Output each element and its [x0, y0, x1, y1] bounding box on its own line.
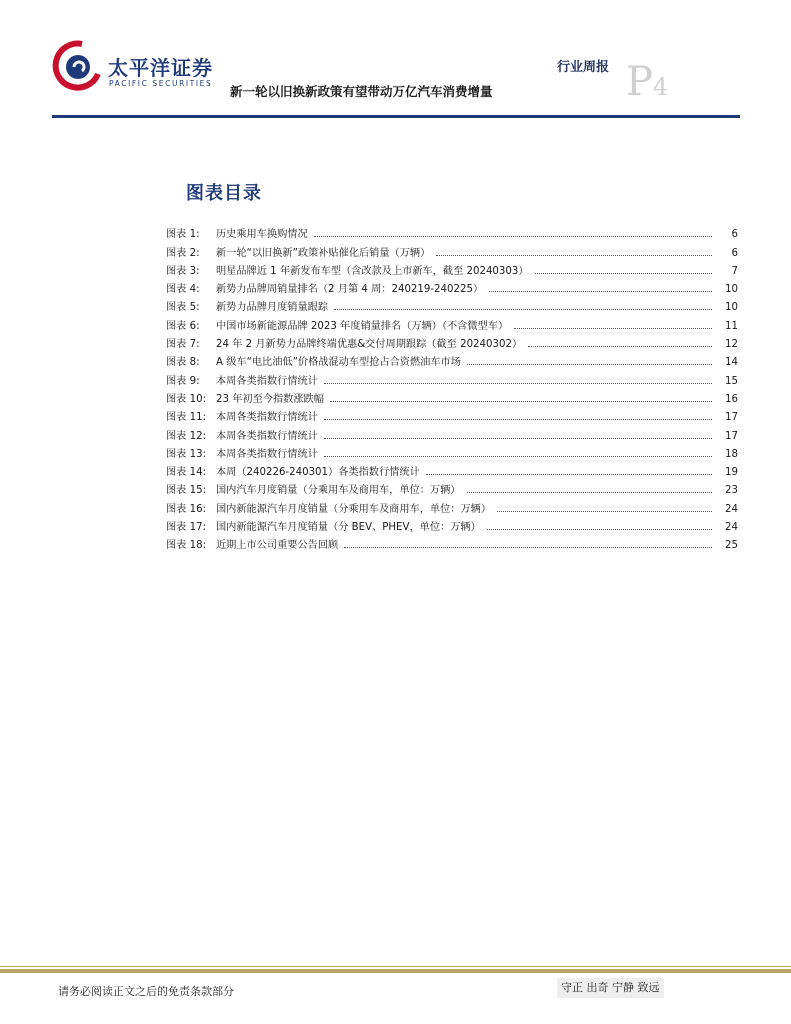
toc-entry[interactable]	[166, 405, 738, 423]
toc-entry[interactable]	[166, 350, 738, 368]
toc-entry-page: 14	[725, 357, 738, 369]
toc-dot-leader	[487, 529, 712, 530]
toc-entry-title: 明星品牌近 1 年新发布车型（含改款及上市新车，截至 20240303）	[216, 265, 529, 277]
toc-entry-label: 图表 1:	[166, 229, 200, 241]
toc-entry-page: 7	[731, 265, 738, 277]
toc-entry-label: 图表 3:	[166, 265, 200, 277]
header-divider	[52, 115, 740, 118]
toc-entry-label: 图表 5:	[166, 302, 200, 314]
toc-dot-leader	[489, 291, 712, 292]
footer-motto: 守正 出奇 宁静 致远	[557, 978, 664, 998]
toc-entry-title: 历史乘用车换购情况	[216, 229, 308, 241]
toc-entry[interactable]	[166, 332, 738, 350]
toc-entry-label: 图表 18:	[166, 540, 207, 552]
toc-heading: 图表目录	[186, 183, 262, 204]
report-title: 新一轮以旧换新政策有望带动万亿汽车消费增量	[230, 84, 493, 99]
toc-entry-title: 本周各类指数行情统计	[216, 412, 318, 424]
toc-entry[interactable]	[166, 460, 738, 478]
toc-entry-title: 本周各类指数行情统计	[216, 375, 318, 387]
toc-entry[interactable]	[166, 313, 738, 331]
toc-dot-leader	[334, 309, 712, 310]
toc-dot-leader	[467, 364, 712, 365]
toc-entry-label: 图表 8:	[166, 357, 200, 369]
toc-entry-page: 10	[725, 302, 738, 314]
report-type: 行业周报	[557, 60, 610, 75]
toc-entry-page: 10	[725, 284, 738, 296]
toc-entry-label: 图表 13:	[166, 448, 207, 460]
toc-dot-leader	[528, 346, 712, 347]
toc-entry-page: 6	[731, 229, 738, 241]
toc-dot-leader	[535, 273, 712, 274]
page-prefix: P	[626, 59, 653, 105]
toc-entry[interactable]	[166, 222, 738, 240]
toc-dot-leader	[344, 547, 712, 548]
toc-entry[interactable]	[166, 259, 738, 277]
toc-dot-leader	[314, 236, 712, 237]
toc-entry-title: 本周各类指数行情统计	[216, 430, 318, 442]
toc-dot-leader	[467, 492, 713, 493]
company-logo	[52, 40, 222, 100]
toc-entry-page: 25	[725, 540, 738, 552]
toc-entry-page: 11	[725, 320, 738, 332]
toc-entry-page: 24	[725, 503, 738, 515]
logo-english-name: PACIFIC SECURITIES	[109, 79, 213, 88]
toc-entry-page: 23	[725, 485, 738, 497]
toc-entry-label: 图表 2:	[166, 247, 200, 259]
toc-entry[interactable]	[166, 533, 738, 551]
page-number-value: 4	[652, 73, 669, 101]
toc-entry-label: 图表 6:	[166, 320, 200, 332]
toc-entry[interactable]	[166, 387, 738, 405]
toc-entry-title: 新势力品牌月度销量跟踪	[216, 302, 329, 314]
toc-entry-title: 24 年 2 月新势力品牌终端优惠&交付周期跟踪（截至 20240302）	[216, 339, 523, 351]
toc-entry[interactable]	[166, 295, 738, 313]
toc-dot-leader	[330, 401, 712, 402]
footer-disclaimer: 请务必阅读正文之后的免责条款部分	[58, 985, 234, 998]
toc-entry-title: 本周（240226-240301）各类指数行情统计	[216, 467, 420, 479]
footer-divider-thin	[0, 966, 791, 967]
toc-entry-page: 15	[725, 375, 738, 387]
toc-entry-label: 图表 14:	[166, 467, 207, 479]
toc-entry-page: 17	[725, 430, 738, 442]
toc-entry[interactable]	[166, 496, 738, 514]
toc-entry-page: 18	[725, 448, 738, 460]
toc-entry-label: 图表 10:	[166, 393, 207, 405]
toc-entry-label: 图表 4:	[166, 284, 200, 296]
toc-dot-leader	[426, 474, 712, 475]
toc-entry-title: 国内汽车月度销量（分乘用车及商用车，单位：万辆）	[216, 485, 461, 497]
toc-entry[interactable]	[166, 240, 738, 258]
toc-entry-label: 图表 7:	[166, 339, 200, 351]
toc-entry-label: 图表 12:	[166, 430, 207, 442]
toc-entry-title: 23 年初至今指数涨跌幅	[216, 393, 324, 405]
toc-entry-title: 本周各类指数行情统计	[216, 448, 318, 460]
toc-dot-leader	[324, 419, 712, 420]
toc-dot-leader	[497, 511, 712, 512]
logo-chinese-name: 太平洋证券	[108, 56, 213, 80]
toc-entry-title: 近期上市公司重要公告回顾	[216, 540, 339, 552]
toc-entry-page: 19	[725, 467, 738, 479]
footer-divider	[0, 969, 791, 973]
toc-entry-page: 6	[731, 247, 738, 259]
toc-entry-title: 新势力品牌周销量排名（2 月第 4 周：240219-240225）	[216, 284, 484, 296]
pacific-securities-logo-icon	[52, 40, 104, 92]
toc-entry-page: 12	[725, 339, 738, 351]
toc-dot-leader	[324, 456, 712, 457]
toc-entry-title: 国内新能源汽车月度销量（分 BEV、PHEV，单位：万辆）	[216, 522, 481, 534]
toc-entry-label: 图表 9:	[166, 375, 200, 387]
toc-entry-page: 16	[725, 393, 738, 405]
toc-entry-label: 图表 17:	[166, 522, 207, 534]
toc-entry-title: 中国市场新能源品牌 2023 年度销量排名（万辆）（不含微型车）	[216, 320, 509, 332]
toc-entry[interactable]	[166, 368, 738, 386]
toc-entry[interactable]	[166, 277, 738, 295]
toc-entry-label: 图表 15:	[166, 485, 207, 497]
toc-entry-page: 24	[725, 522, 738, 534]
figure-toc-list	[166, 222, 738, 551]
toc-entry[interactable]	[166, 515, 738, 533]
page-number	[626, 59, 669, 107]
toc-dot-leader	[514, 328, 712, 329]
toc-entry-page: 17	[725, 412, 738, 424]
toc-entry-label: 图表 16:	[166, 503, 207, 515]
toc-dot-leader	[324, 383, 712, 384]
toc-entry-label: 图表 11:	[166, 412, 207, 424]
toc-entry[interactable]	[166, 478, 738, 496]
toc-entry-title: 新一轮“以旧换新”政策补贴催化后销量（万辆）	[216, 247, 431, 259]
toc-dot-leader	[324, 438, 712, 439]
toc-dot-leader	[436, 255, 712, 256]
toc-entry[interactable]	[166, 442, 738, 460]
toc-entry-title: A 级车“电比油低”价格战混动车型抢占合资燃油车市场	[216, 357, 461, 369]
toc-entry[interactable]	[166, 423, 738, 441]
toc-entry-title: 国内新能源汽车月度销量（分乘用车及商用车，单位：万辆）	[216, 503, 492, 515]
